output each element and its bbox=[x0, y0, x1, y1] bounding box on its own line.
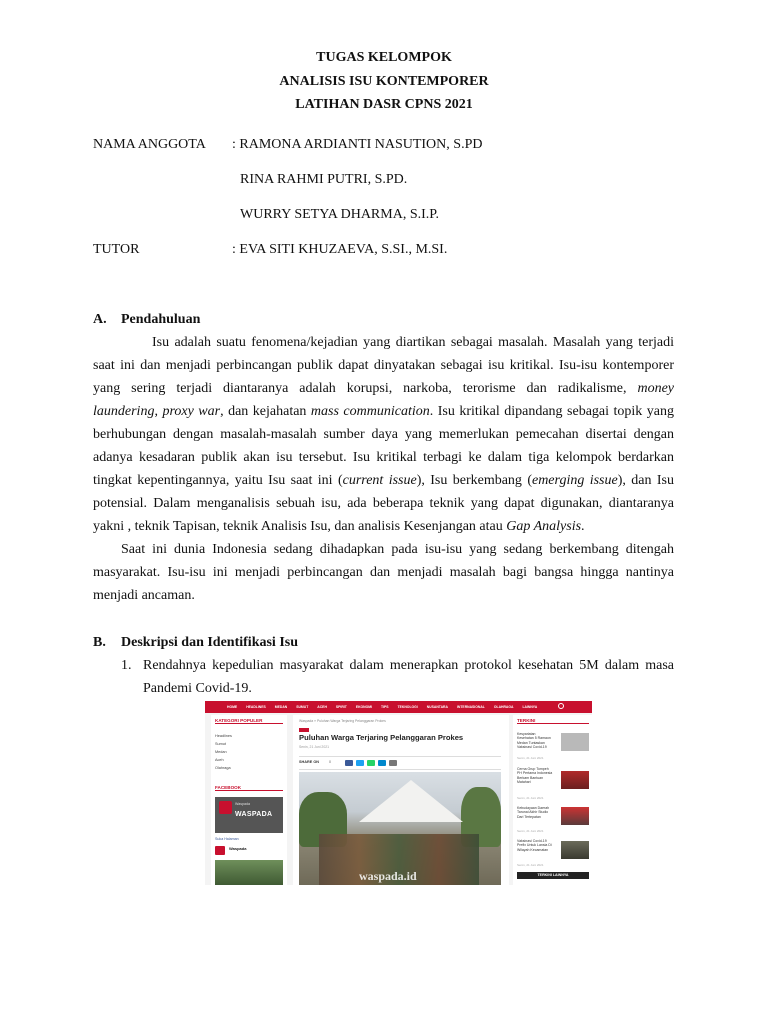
latest-news-thumbnail bbox=[561, 733, 589, 751]
facebook-post-author: Waspada bbox=[229, 846, 247, 851]
whatsapp-share-icon bbox=[367, 760, 375, 766]
section-b-heading: Deskripsi dan Identifikasi Isu bbox=[121, 635, 299, 650]
nav-item: TEKNOLOGI bbox=[397, 705, 418, 709]
search-icon bbox=[558, 703, 564, 709]
nav-item: SPIRIT bbox=[335, 705, 347, 709]
telegram-share-icon bbox=[378, 760, 386, 766]
category-item: Aceh bbox=[215, 758, 224, 762]
member-name-2: RINA RAHMI PUTRI, S.PD. bbox=[240, 172, 408, 187]
member-name-1: : RAMONA ARDIANTI NASUTION, S.PD bbox=[232, 137, 483, 152]
document-title-line-1: TUGAS KELOMPOK bbox=[316, 50, 452, 65]
nav-item: EKONOMI bbox=[355, 705, 373, 709]
article-photo bbox=[299, 772, 501, 885]
category-tag bbox=[299, 728, 309, 732]
paragraph-line: yakni , teknik Tapisan, teknik Analisis Isu, dan analisis Kesenjangan atau Gap Analysis. bbox=[93, 519, 585, 534]
nav-item: LAINNYA bbox=[522, 705, 538, 709]
nav-item: TIPS bbox=[381, 705, 389, 709]
photo-watermark: waspada.id bbox=[359, 869, 417, 883]
share-label: SHARE ON bbox=[299, 760, 320, 764]
email-share-icon bbox=[389, 760, 397, 766]
list-item-line: Rendahnya kepedulian masyarakat dalam menerapkan protokol kesehatan 5M dalam masa bbox=[143, 658, 674, 673]
facebook-page-banner bbox=[215, 797, 283, 833]
latest-news-date: Senin, 21 Juni 2021 bbox=[517, 796, 544, 800]
paragraph-line: laundering, proxy war, dan kejahatan mass communication. Isu kritikal dipandang sebagai topik yang bbox=[93, 404, 674, 419]
facebook-heading: FACEBOOK bbox=[215, 785, 283, 791]
facebook-share-icon bbox=[345, 760, 353, 766]
news-website-screenshot bbox=[205, 701, 592, 885]
right-sidebar bbox=[513, 715, 592, 885]
share-bar bbox=[299, 756, 501, 770]
latest-news-item: Kesyariatan Kesehatan 5 Ramaon Medan Tuntaskan Vaksinasi Covid-19 bbox=[517, 732, 551, 750]
section-a-heading: Pendahuluan bbox=[121, 312, 201, 327]
article-date: Senin, 21 Juni 2021 bbox=[299, 745, 329, 749]
latest-news-heading: TERKINI bbox=[517, 718, 589, 724]
waspada-logo-icon bbox=[215, 846, 225, 855]
paragraph-line: saat ini dan menjadi perbincangan publik dapat dinyatakan sebagai isu kritikal. Isu-isu kontemporer bbox=[93, 358, 674, 373]
facebook-post-photo bbox=[215, 860, 283, 885]
latest-news-item: Vaksinasi Covid-19 Prefix Untuk Lansia Di Wilayah Kecamatan bbox=[517, 839, 552, 852]
paragraph-line: masyarakat. Isu-isu ini menjadi perbincangan dan menjadi masalah bagi bangsa hingga nantinya bbox=[93, 565, 674, 580]
share-count: 0 bbox=[329, 760, 331, 764]
paragraph-line: berhubungan dengan masalah-masalah sumber daya yang memerlukan pemecahan disertai dengan bbox=[93, 427, 674, 442]
latest-news-date: Senin, 21 Juni 2021 bbox=[517, 829, 544, 833]
more-latest-news-button: TERKINI LAINNYA bbox=[517, 872, 589, 879]
paragraph-line: tingkat kepentingannya, yaitu Isu saat ini (current issue), Isu berkembang (emerging issue), dan Isu bbox=[93, 473, 674, 488]
paragraph-line: potensial. Dalam menganalisis sebuah isu, ada beberapa teknik yang dapat digunakan, diantaranya bbox=[93, 496, 674, 511]
latest-news-thumbnail bbox=[561, 771, 589, 789]
left-sidebar bbox=[211, 715, 287, 885]
twitter-share-icon bbox=[356, 760, 364, 766]
latest-news-date: Senin, 21 Juni 2021 bbox=[517, 756, 544, 760]
waspada-logo-icon bbox=[219, 801, 232, 814]
nav-item: INTERNASIONAL bbox=[456, 705, 485, 709]
document-title-line-2: ANALISIS ISU KONTEMPORER bbox=[279, 74, 489, 89]
latest-news-item: Kebudayaan Daerah Tarunai Akhir Studio Dari Tertepatan bbox=[517, 806, 550, 819]
category-item: Headlines bbox=[215, 734, 232, 738]
paragraph-line: menjadi ancaman. bbox=[93, 588, 195, 603]
latest-news-date: Senin, 21 Juni 2021 bbox=[517, 863, 544, 867]
category-item: Olahraga bbox=[215, 766, 231, 770]
category-item: Medan bbox=[215, 750, 227, 754]
photo-tent bbox=[359, 780, 463, 822]
nav-item: OLAHRAGA bbox=[493, 705, 514, 709]
list-item-number: 1. bbox=[121, 658, 132, 673]
article-column bbox=[293, 715, 509, 885]
section-b-letter: B. bbox=[93, 635, 106, 650]
article-headline: Puluhan Warga Terjaring Pelanggaran Prokes bbox=[299, 733, 464, 742]
category-item: Sumut bbox=[215, 742, 226, 746]
paragraph-line: Saat ini dunia Indonesia sedang dihadapkan pada isu-isu yang sedang berkembang ditengah bbox=[121, 542, 674, 557]
latest-news-thumbnail bbox=[561, 807, 589, 825]
tutor-name: : EVA SITI KHUZAEVA, S.SI., M.SI. bbox=[232, 242, 448, 257]
facebook-like-link: Suka Halaman bbox=[215, 837, 239, 841]
nav-item: MEDAN bbox=[274, 705, 288, 709]
facebook-brand: WASPADA bbox=[235, 811, 273, 818]
section-a-letter: A. bbox=[93, 312, 107, 327]
site-nav-bar bbox=[205, 701, 592, 713]
breadcrumb: Waspada » Puluhan Warga Terjaring Pelanggaran Prokes bbox=[299, 719, 386, 723]
nav-item: ACEH bbox=[317, 705, 327, 709]
latest-news-thumbnail bbox=[561, 841, 589, 859]
nav-item: SUMUT bbox=[296, 705, 309, 709]
paragraph-line: Isu adalah suatu fenomena/kejadian yang diartikan sebagai masalah. Masalah yang terjadi bbox=[152, 335, 674, 350]
facebook-page-name: Waspada bbox=[235, 802, 251, 806]
nav-item: HEADLINES bbox=[246, 705, 266, 709]
members-label: NAMA ANGGOTA bbox=[93, 137, 206, 152]
document-title-line-3: LATIHAN DASR CPNS 2021 bbox=[295, 97, 473, 112]
tutor-label: TUTOR bbox=[93, 242, 140, 257]
popular-categories-heading: KATEGORI POPULER bbox=[215, 718, 283, 724]
paragraph-line: yang sering terjadi diantaranya adalah korupsi, narkoba, terorisme dan radikalisme, money bbox=[93, 381, 675, 396]
latest-news-item: Cerna Grup Tompeh PH Pertama Indonesia Berkam Bantuan Matahari bbox=[517, 767, 553, 785]
member-name-3: WURRY SETYA DHARMA, S.I.P. bbox=[240, 207, 440, 222]
nav-item: NUSANTARA bbox=[426, 705, 448, 709]
nav-item: HOME bbox=[227, 705, 238, 709]
paragraph-line: adanya kesadaran publik akan isu tersebut. Isu kritikal terbagi ke dalam tiga kelompok berdarkan bbox=[93, 450, 674, 465]
list-item-line: Pandemi Covid-19. bbox=[143, 681, 252, 696]
